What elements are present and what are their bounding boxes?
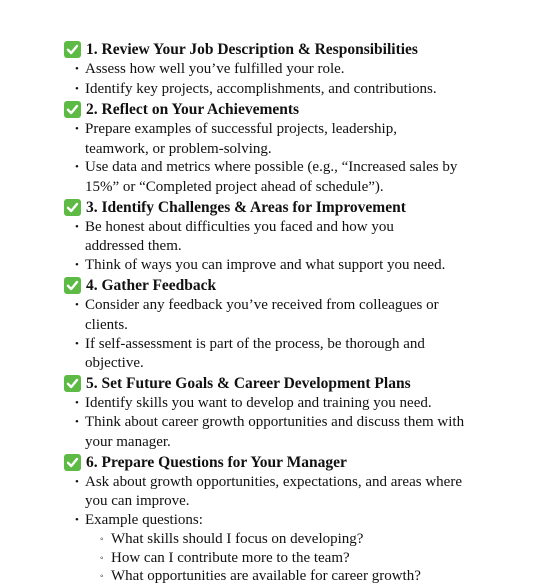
check-mark-button-icon [64,454,81,471]
section-heading [64,275,534,296]
list-item: • Think of ways you can improve and what support you need. [64,256,534,276]
sub-list-item: ◦ What skills should I focus on developing? [64,530,534,549]
section-title: 5. Set Future Goals & Career Development Plans [86,374,411,392]
section-title: 6. Prepare Questions for Your Manager [86,453,347,471]
section-heading [64,39,534,60]
section-1 [64,39,534,99]
section-3 [64,197,534,276]
check-mark-button-icon [64,277,81,294]
section-5 [64,373,534,452]
section-title: 4. Gather Feedback [86,277,217,295]
bullet-list [64,120,534,196]
section-4 [64,275,534,372]
list-item: • Use data and metrics where possible (e.g., “Increased sales by 15%” or “Completed project ahead of schedule”). [64,158,485,196]
list-item: • Identify skills you want to develop and training you need. [64,394,534,414]
list-item: • If self-assessment is part of the process, be thorough and objective. [64,335,485,373]
bullet-list [64,296,534,372]
section-heading [64,197,534,218]
check-mark-button-icon [64,375,81,392]
check-mark-button-icon [64,101,81,118]
sub-list-item: ◦ What opportunities are available for career growth? [64,567,534,586]
list-item: • Assess how well you’ve fulfilled your role. [64,60,534,80]
check-mark-button-icon [64,199,81,216]
section-2 [64,99,534,196]
list-item: • Be honest about difficulties you faced and how you addressed them. [64,218,430,256]
section-heading [64,373,534,394]
section-6 [64,452,534,587]
check-mark-button-icon [64,41,81,58]
section-heading [64,99,534,120]
section-title: 1. Review Your Job Description & Responsibilities [86,41,418,58]
section-title: 2. Reflect on Your Achievements [86,101,300,119]
bullet-list [64,60,534,99]
list-item: • Consider any feedback you’ve received from colleagues or clients. [64,296,485,334]
section-heading [64,452,534,473]
list-item: • Ask about growth opportunities, expectations, and areas where you can improve. [64,473,470,511]
list-item: • Identify key projects, accomplishments, and contributions. [64,80,534,100]
bullet-list [64,218,534,276]
bullet-list [64,473,534,531]
checklist-document [64,39,534,586]
bullet-list [64,394,534,452]
list-item: • Think about career growth opportunities and discuss them with your manager. [64,413,485,451]
sub-list-item: ◦ How can I contribute more to the team? [64,549,534,568]
list-item: • Prepare examples of successful projects, leadership, teamwork, or problem-solving. [64,120,430,158]
list-item: • Example questions: [64,511,534,531]
section-title: 3. Identify Challenges & Areas for Improvement [86,198,406,216]
